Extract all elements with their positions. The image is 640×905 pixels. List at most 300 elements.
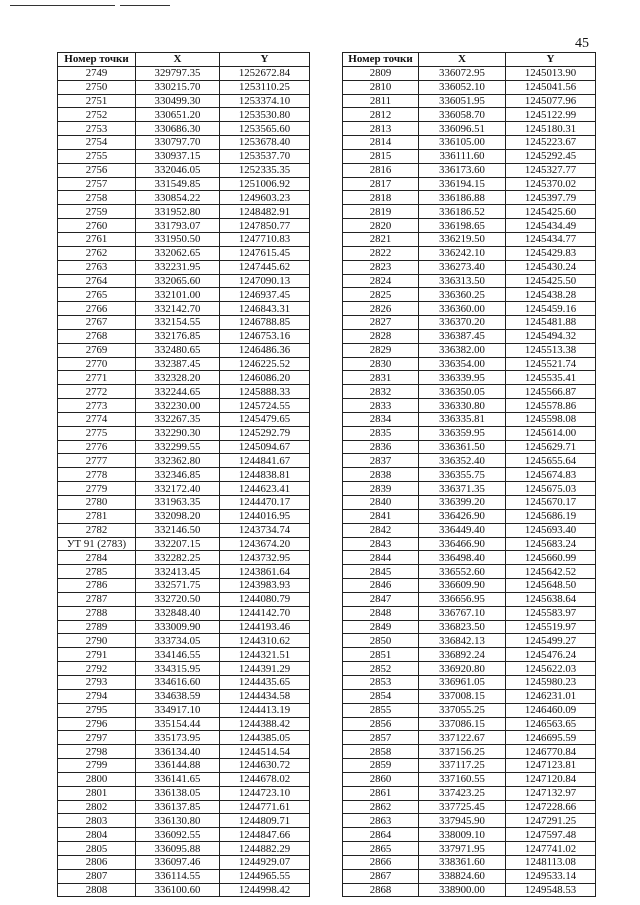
table-row <box>58 66 310 80</box>
table-row <box>58 620 310 634</box>
table-row <box>343 274 596 288</box>
table-row <box>343 232 596 246</box>
y-coordinate-cell: 1244413.19 <box>220 703 310 717</box>
x-coordinate-cell: 336137.85 <box>136 800 220 814</box>
table-row <box>343 191 596 205</box>
y-coordinate-cell: 1245675.03 <box>506 482 596 496</box>
table-row <box>58 662 310 676</box>
table-row <box>343 662 596 676</box>
table-row <box>58 648 310 662</box>
y-coordinate-cell: 1245614.00 <box>506 426 596 440</box>
table-row <box>343 385 596 399</box>
x-coordinate-cell: 336095.88 <box>136 842 220 856</box>
y-coordinate-cell: 1245370.02 <box>506 177 596 191</box>
point-number-cell: 2790 <box>58 634 136 648</box>
point-number-cell: 2837 <box>343 454 419 468</box>
table-row <box>58 246 310 260</box>
x-coordinate-cell: 336370.20 <box>419 316 506 330</box>
table-row <box>343 855 596 869</box>
x-coordinate-cell: 336134.40 <box>136 745 220 759</box>
table-row <box>343 454 596 468</box>
point-number-cell: 2826 <box>343 302 419 316</box>
point-number-cell: 2803 <box>58 814 136 828</box>
x-coordinate-cell: 337086.15 <box>419 717 506 731</box>
x-coordinate-cell: 332176.85 <box>136 329 220 343</box>
y-coordinate-cell: 1244929.07 <box>220 855 310 869</box>
point-number-cell: 2810 <box>343 80 419 94</box>
x-coordinate-cell: 332328.20 <box>136 371 220 385</box>
y-coordinate-cell: 1244321.51 <box>220 648 310 662</box>
y-coordinate-cell: 1245425.50 <box>506 274 596 288</box>
point-number-cell: 2782 <box>58 523 136 537</box>
x-coordinate-cell: 332413.45 <box>136 565 220 579</box>
point-number-cell: 2850 <box>343 634 419 648</box>
x-coordinate-cell: 336096.51 <box>419 122 506 136</box>
point-number-cell: 2798 <box>58 745 136 759</box>
table-row <box>58 842 310 856</box>
point-number-cell: 2772 <box>58 385 136 399</box>
point-number-cell: 2775 <box>58 426 136 440</box>
table-row <box>343 523 596 537</box>
x-coordinate-cell: 336360.25 <box>419 288 506 302</box>
point-number-cell: 2828 <box>343 329 419 343</box>
point-number-cell: 2754 <box>58 136 136 150</box>
x-coordinate-cell: 332142.70 <box>136 302 220 316</box>
x-coordinate-cell: 336242.10 <box>419 246 506 260</box>
point-number-cell: 2804 <box>58 828 136 842</box>
table-row <box>58 232 310 246</box>
point-number-cell: 2853 <box>343 675 419 689</box>
x-coordinate-cell: 332290.30 <box>136 426 220 440</box>
point-number-cell: 2825 <box>343 288 419 302</box>
y-coordinate-cell: 1244841.67 <box>220 454 310 468</box>
table-row <box>58 883 310 897</box>
x-coordinate-cell: 332387.45 <box>136 357 220 371</box>
x-coordinate-cell: 336335.81 <box>419 412 506 426</box>
point-number-cell: 2791 <box>58 648 136 662</box>
point-number-cell: 2867 <box>343 869 419 883</box>
table-row <box>58 717 310 731</box>
x-coordinate-cell: 336186.88 <box>419 191 506 205</box>
x-coordinate-cell: 334638.59 <box>136 689 220 703</box>
x-coordinate-cell: 336273.40 <box>419 260 506 274</box>
point-number-cell: 2857 <box>343 731 419 745</box>
x-coordinate-cell: 336552.60 <box>419 565 506 579</box>
x-coordinate-cell: 332299.55 <box>136 440 220 454</box>
point-number-cell: 2800 <box>58 772 136 786</box>
y-coordinate-cell: 1251006.92 <box>220 177 310 191</box>
point-number-cell: 2777 <box>58 454 136 468</box>
point-number-cell: 2749 <box>58 66 136 80</box>
point-number-cell: 2780 <box>58 496 136 510</box>
point-number-cell: 2858 <box>343 745 419 759</box>
table-row <box>343 246 596 260</box>
point-number-cell: 2813 <box>343 122 419 136</box>
y-coordinate-cell: 1244838.81 <box>220 468 310 482</box>
table-row <box>343 620 596 634</box>
y-coordinate-cell: 1244470.17 <box>220 496 310 510</box>
point-number-cell: 2822 <box>343 246 419 260</box>
x-coordinate-cell: 330937.15 <box>136 149 220 163</box>
x-coordinate-cell: 336360.00 <box>419 302 506 316</box>
x-coordinate-cell: 332146.50 <box>136 523 220 537</box>
page-number: 45 <box>575 36 589 51</box>
table-row <box>58 454 310 468</box>
point-number-cell: 2848 <box>343 606 419 620</box>
x-coordinate-cell: 332231.95 <box>136 260 220 274</box>
x-coordinate-cell: 336194.15 <box>419 177 506 191</box>
y-coordinate-cell: 1247597.48 <box>506 828 596 842</box>
y-coordinate-cell: 1247090.13 <box>220 274 310 288</box>
table-row <box>343 205 596 219</box>
point-number-cell: 2793 <box>58 675 136 689</box>
table-row <box>58 163 310 177</box>
point-number-cell: 2755 <box>58 149 136 163</box>
coordinates-table-left <box>57 52 310 897</box>
x-coordinate-cell: 331950.50 <box>136 232 220 246</box>
point-number-cell: 2830 <box>343 357 419 371</box>
y-coordinate-cell: 1253110.25 <box>220 80 310 94</box>
table-row <box>58 579 310 593</box>
table-row <box>343 675 596 689</box>
point-number-cell: 2778 <box>58 468 136 482</box>
y-coordinate-cell: 1246460.09 <box>506 703 596 717</box>
table-row <box>343 80 596 94</box>
point-number-cell: 2770 <box>58 357 136 371</box>
table-row <box>343 426 596 440</box>
y-coordinate-cell: 1244882.29 <box>220 842 310 856</box>
point-number-cell: 2835 <box>343 426 419 440</box>
x-coordinate-cell: 332720.50 <box>136 592 220 606</box>
point-number-cell: 2753 <box>58 122 136 136</box>
table-row <box>343 357 596 371</box>
y-coordinate-cell: 1245521.74 <box>506 357 596 371</box>
table-row <box>58 731 310 745</box>
x-coordinate-cell: 331549.85 <box>136 177 220 191</box>
table-row <box>58 122 310 136</box>
point-number-cell: 2831 <box>343 371 419 385</box>
y-coordinate-cell: 1243734.74 <box>220 523 310 537</box>
point-number-cell: 2845 <box>343 565 419 579</box>
point-number-cell: 2806 <box>58 855 136 869</box>
table-row <box>343 302 596 316</box>
y-coordinate-cell: 1244385.05 <box>220 731 310 745</box>
table-row <box>58 482 310 496</box>
table-row <box>343 592 596 606</box>
x-coordinate-cell: 335154.44 <box>136 717 220 731</box>
x-coordinate-cell: 336052.10 <box>419 80 506 94</box>
x-coordinate-cell: 336354.00 <box>419 357 506 371</box>
x-coordinate-cell: 336361.50 <box>419 440 506 454</box>
table-row <box>58 703 310 717</box>
point-number-cell: 2812 <box>343 108 419 122</box>
point-number-cell: 2762 <box>58 246 136 260</box>
point-number-cell: 2796 <box>58 717 136 731</box>
y-coordinate-cell: 1244310.62 <box>220 634 310 648</box>
table-row <box>58 136 310 150</box>
y-coordinate-cell: 1246937.45 <box>220 288 310 302</box>
y-coordinate-cell: 1245655.64 <box>506 454 596 468</box>
header-row <box>343 53 596 67</box>
point-number-cell: 2834 <box>343 412 419 426</box>
point-number-cell: 2759 <box>58 205 136 219</box>
y-coordinate-cell: 1247228.66 <box>506 800 596 814</box>
x-coordinate-cell: 336219.50 <box>419 232 506 246</box>
table-row <box>343 219 596 233</box>
table-row <box>343 745 596 759</box>
table-row <box>58 177 310 191</box>
x-coordinate-cell: 336339.95 <box>419 371 506 385</box>
header-point-number: Номер точки <box>58 53 136 67</box>
y-coordinate-cell: 1245327.77 <box>506 163 596 177</box>
y-coordinate-cell: 1245683.24 <box>506 537 596 551</box>
table-row <box>343 371 596 385</box>
y-coordinate-cell: 1245648.50 <box>506 579 596 593</box>
table-row <box>343 288 596 302</box>
x-coordinate-cell: 337008.15 <box>419 689 506 703</box>
y-coordinate-cell: 1245013.90 <box>506 66 596 80</box>
y-coordinate-cell: 1245223.67 <box>506 136 596 150</box>
table-row <box>343 814 596 828</box>
x-coordinate-cell: 336100.60 <box>136 883 220 897</box>
point-number-cell: 2752 <box>58 108 136 122</box>
point-number-cell: 2756 <box>58 163 136 177</box>
x-coordinate-cell: 336313.50 <box>419 274 506 288</box>
y-coordinate-cell: 1245629.71 <box>506 440 596 454</box>
table-row <box>343 468 596 482</box>
y-coordinate-cell: 1244623.41 <box>220 482 310 496</box>
point-number-cell: 2788 <box>58 606 136 620</box>
point-number-cell: 2864 <box>343 828 419 842</box>
table-row <box>343 509 596 523</box>
x-coordinate-cell: 337971.95 <box>419 842 506 856</box>
table-row <box>58 828 310 842</box>
top-rule <box>10 5 115 6</box>
x-coordinate-cell: 336350.05 <box>419 385 506 399</box>
y-coordinate-cell: 1248113.08 <box>506 855 596 869</box>
y-coordinate-cell: 1247850.77 <box>220 219 310 233</box>
table-row <box>58 288 310 302</box>
y-coordinate-cell: 1246231.01 <box>506 689 596 703</box>
x-coordinate-cell: 330797.70 <box>136 136 220 150</box>
y-coordinate-cell: 1245598.08 <box>506 412 596 426</box>
point-number-cell: 2814 <box>343 136 419 150</box>
table-row <box>58 496 310 510</box>
table-row <box>343 759 596 773</box>
x-coordinate-cell: 332848.40 <box>136 606 220 620</box>
y-coordinate-cell: 1245670.17 <box>506 496 596 510</box>
point-number-cell: 2865 <box>343 842 419 856</box>
table-row <box>343 136 596 150</box>
x-coordinate-cell: 336138.05 <box>136 786 220 800</box>
table-row <box>343 828 596 842</box>
y-coordinate-cell: 1247123.81 <box>506 759 596 773</box>
y-coordinate-cell: 1253565.60 <box>220 122 310 136</box>
y-coordinate-cell: 1244193.46 <box>220 620 310 634</box>
y-coordinate-cell: 1244514.54 <box>220 745 310 759</box>
point-number-cell: 2789 <box>58 620 136 634</box>
x-coordinate-cell: 336609.90 <box>419 579 506 593</box>
table-row <box>343 163 596 177</box>
x-coordinate-cell: 337156.25 <box>419 745 506 759</box>
x-coordinate-cell: 334616.60 <box>136 675 220 689</box>
y-coordinate-cell: 1249603.23 <box>220 191 310 205</box>
table-row <box>58 551 310 565</box>
x-coordinate-cell: 332346.85 <box>136 468 220 482</box>
table-row <box>343 108 596 122</box>
y-coordinate-cell: 1248482.91 <box>220 205 310 219</box>
point-number-cell: 2750 <box>58 80 136 94</box>
point-number-cell: 2785 <box>58 565 136 579</box>
y-coordinate-cell: 1244678.02 <box>220 772 310 786</box>
table-row <box>343 412 596 426</box>
x-coordinate-cell: 336449.40 <box>419 523 506 537</box>
table-row <box>343 634 596 648</box>
y-coordinate-cell: 1245578.86 <box>506 399 596 413</box>
x-coordinate-cell: 336141.65 <box>136 772 220 786</box>
y-coordinate-cell: 1246563.65 <box>506 717 596 731</box>
x-coordinate-cell: 332571.75 <box>136 579 220 593</box>
y-coordinate-cell: 1247445.62 <box>220 260 310 274</box>
x-coordinate-cell: 333734.05 <box>136 634 220 648</box>
x-coordinate-cell: 336842.13 <box>419 634 506 648</box>
y-coordinate-cell: 1244723.10 <box>220 786 310 800</box>
y-coordinate-cell: 1244630.72 <box>220 759 310 773</box>
y-coordinate-cell: 1246788.85 <box>220 316 310 330</box>
table-row <box>343 883 596 897</box>
point-number-cell: 2763 <box>58 260 136 274</box>
point-number-cell: 2751 <box>58 94 136 108</box>
x-coordinate-cell: 338009.10 <box>419 828 506 842</box>
y-coordinate-cell: 1249548.53 <box>506 883 596 897</box>
point-number-cell: 2758 <box>58 191 136 205</box>
point-number-cell: 2859 <box>343 759 419 773</box>
x-coordinate-cell: 330215.70 <box>136 80 220 94</box>
x-coordinate-cell: 332244.65 <box>136 385 220 399</box>
x-coordinate-cell: 336144.88 <box>136 759 220 773</box>
point-number-cell: 2846 <box>343 579 419 593</box>
x-coordinate-cell: 336105.00 <box>419 136 506 150</box>
x-coordinate-cell: 330686.30 <box>136 122 220 136</box>
table-row <box>58 191 310 205</box>
table-row <box>58 869 310 883</box>
table-row <box>343 66 596 80</box>
y-coordinate-cell: 1244435.65 <box>220 675 310 689</box>
y-coordinate-cell: 1245094.67 <box>220 440 310 454</box>
point-number-cell: 2866 <box>343 855 419 869</box>
y-coordinate-cell: 1245180.31 <box>506 122 596 136</box>
table-row <box>343 551 596 565</box>
table-row <box>343 122 596 136</box>
y-coordinate-cell: 1245479.65 <box>220 412 310 426</box>
table-row <box>343 260 596 274</box>
x-coordinate-cell: 331963.35 <box>136 496 220 510</box>
y-coordinate-cell: 1245980.23 <box>506 675 596 689</box>
point-number-cell: 2849 <box>343 620 419 634</box>
table-row <box>343 496 596 510</box>
y-coordinate-cell: 1245686.19 <box>506 509 596 523</box>
table-row <box>343 689 596 703</box>
x-coordinate-cell: 333009.90 <box>136 620 220 634</box>
x-coordinate-cell: 336097.46 <box>136 855 220 869</box>
table-row <box>343 149 596 163</box>
x-coordinate-cell: 336198.65 <box>419 219 506 233</box>
table-row <box>343 440 596 454</box>
y-coordinate-cell: 1245292.79 <box>220 426 310 440</box>
point-number-cell: 2832 <box>343 385 419 399</box>
table-row <box>343 786 596 800</box>
point-number-cell: 2844 <box>343 551 419 565</box>
point-number-cell: 2767 <box>58 316 136 330</box>
x-coordinate-cell: 330651.20 <box>136 108 220 122</box>
x-coordinate-cell: 336823.50 <box>419 620 506 634</box>
y-coordinate-cell: 1245459.16 <box>506 302 596 316</box>
x-coordinate-cell: 332172.40 <box>136 482 220 496</box>
x-coordinate-cell: 336072.95 <box>419 66 506 80</box>
point-number-cell: 2847 <box>343 592 419 606</box>
y-coordinate-cell: 1245622.03 <box>506 662 596 676</box>
x-coordinate-cell: 338824.60 <box>419 869 506 883</box>
point-number-cell: УТ 91 (2783) <box>58 537 136 551</box>
y-coordinate-cell: 1245476.24 <box>506 648 596 662</box>
table-row <box>343 579 596 593</box>
y-coordinate-cell: 1246843.31 <box>220 302 310 316</box>
y-coordinate-cell: 1244016.95 <box>220 509 310 523</box>
x-coordinate-cell: 336767.10 <box>419 606 506 620</box>
table-row <box>343 869 596 883</box>
table-row <box>58 814 310 828</box>
x-coordinate-cell: 332207.15 <box>136 537 220 551</box>
table-row <box>58 772 310 786</box>
table-row <box>343 606 596 620</box>
table-row <box>58 523 310 537</box>
x-coordinate-cell: 332098.20 <box>136 509 220 523</box>
y-coordinate-cell: 1245292.45 <box>506 149 596 163</box>
point-number-cell: 2827 <box>343 316 419 330</box>
point-number-cell: 2786 <box>58 579 136 593</box>
point-number-cell: 2801 <box>58 786 136 800</box>
x-coordinate-cell: 336330.80 <box>419 399 506 413</box>
point-number-cell: 2797 <box>58 731 136 745</box>
y-coordinate-cell: 1245494.32 <box>506 329 596 343</box>
y-coordinate-cell: 1247291.25 <box>506 814 596 828</box>
point-number-cell: 2824 <box>343 274 419 288</box>
point-number-cell: 2805 <box>58 842 136 856</box>
y-coordinate-cell: 1247710.83 <box>220 232 310 246</box>
x-coordinate-cell: 337117.25 <box>419 759 506 773</box>
y-coordinate-cell: 1246086.20 <box>220 371 310 385</box>
table-row <box>58 343 310 357</box>
table-row <box>58 537 310 551</box>
table-row <box>58 759 310 773</box>
table-row <box>58 399 310 413</box>
header-x: X <box>419 53 506 67</box>
y-coordinate-cell: 1245397.79 <box>506 191 596 205</box>
y-coordinate-cell: 1244965.55 <box>220 869 310 883</box>
point-number-cell: 2821 <box>343 232 419 246</box>
point-number-cell: 2764 <box>58 274 136 288</box>
table-row <box>58 357 310 371</box>
y-coordinate-cell: 1253530.80 <box>220 108 310 122</box>
x-coordinate-cell: 336387.45 <box>419 329 506 343</box>
table-row <box>343 800 596 814</box>
y-coordinate-cell: 1244080.79 <box>220 592 310 606</box>
x-coordinate-cell: 331952.80 <box>136 205 220 219</box>
y-coordinate-cell: 1245724.55 <box>220 399 310 413</box>
y-coordinate-cell: 1245425.60 <box>506 205 596 219</box>
point-number-cell: 2819 <box>343 205 419 219</box>
point-number-cell: 2781 <box>58 509 136 523</box>
